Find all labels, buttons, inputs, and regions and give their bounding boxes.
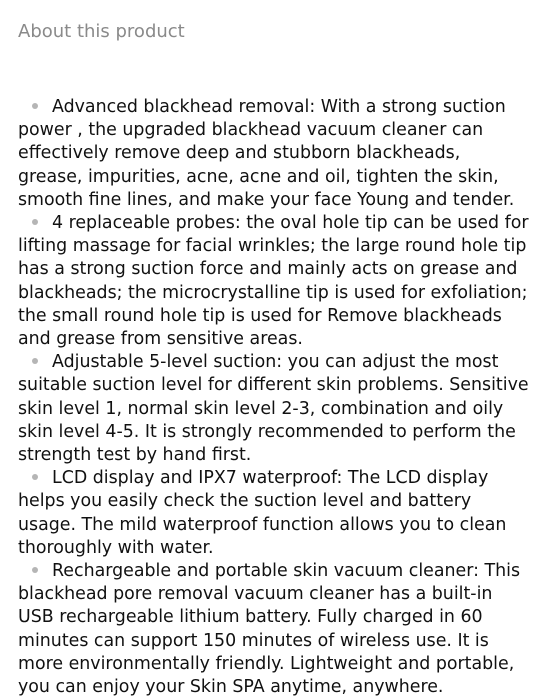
feature-bullet-item: [18, 467, 529, 560]
feature-bullet-item: [18, 351, 529, 467]
bullet-dot-icon: [32, 567, 38, 573]
section-title: About this product: [18, 21, 185, 42]
feature-bullet-list: [18, 96, 529, 699]
bullet-dot-icon: [32, 474, 38, 480]
feature-bullet-text: Rechargeable and portable skin vacuum cleaner: This blackhead pore removal vacuum cleaner has a built-in USB rechargeable lithium battery. Fully charged in 60 minutes can support 150 minutes of wireless use. It is more environmentally friendly. Lightweight and portable, you can enjoy your Skin SPA anytime, anywhere.: [18, 561, 521, 698]
bullet-dot-icon: [32, 103, 38, 109]
feature-bullet-item: [18, 560, 529, 699]
bullet-dot-icon: [32, 219, 38, 225]
feature-bullet-text: LCD display and IPX7 waterproof: The LCD display helps you easily check the suction level and battery usage. The mild waterproof function allows you to clean thoroughly with water.: [18, 468, 507, 558]
feature-bullet-text: 4 replaceable probes: the oval hole tip can be used for lifting massage for facial wrinkles; the large round hole tip has a strong suction force and mainly acts on grease and blackheads; the microcrystalline tip is used for exfoliation; the small round hole tip is used for Remove blackheads and grease from sensitive areas.: [18, 213, 529, 350]
feature-bullet-text: Advanced blackhead removal: With a strong suction power , the upgraded blackhead vacuum cleaner can effectively remove deep and stubborn blackheads, grease, impurities, acne, acne and oil, tighten the skin, smooth fine lines, and make your face Young and tender.: [18, 97, 515, 210]
feature-bullet-item: [18, 212, 529, 351]
feature-bullet-item: [18, 96, 529, 212]
bullet-dot-icon: [32, 358, 38, 364]
feature-bullet-text: Adjustable 5-level suction: you can adjust the most suitable suction level for different skin problems. Sensitive skin level 1, normal skin level 2-3, combination and oily skin level 4-5. It is strongly recommended to perform the strength test by hand first.: [18, 352, 529, 466]
